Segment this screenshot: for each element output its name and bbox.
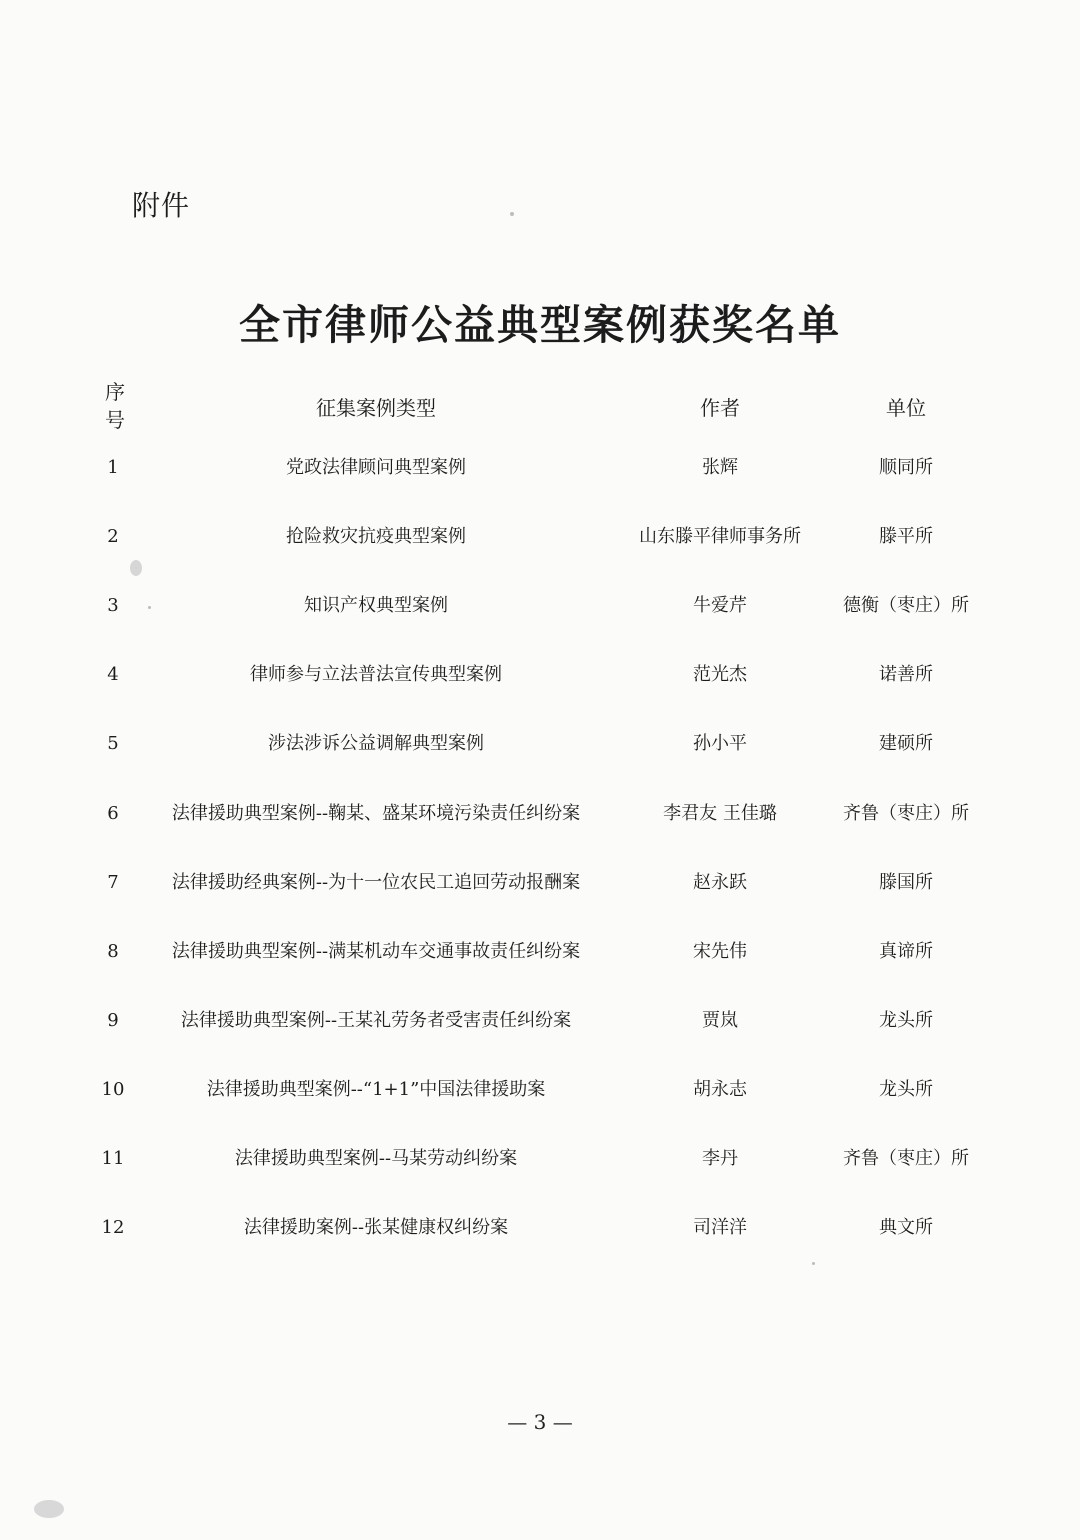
table-row xyxy=(0,932,1080,972)
row-author: 孙小平 xyxy=(693,733,747,754)
row-case-type: 知识产权典型案例 xyxy=(304,595,448,616)
row-author: 胡永志 xyxy=(693,1079,747,1100)
row-number: 11 xyxy=(101,1148,125,1169)
row-unit: 诺善所 xyxy=(879,664,933,685)
row-case-type: 抢险救灾抗疫典型案例 xyxy=(286,526,466,547)
row-unit: 齐鲁（枣庄）所 xyxy=(843,1148,969,1169)
row-number: 6 xyxy=(107,803,119,824)
row-case-type: 法律援助典型案例--鞠某、盛某环境污染责任纠纷案 xyxy=(171,803,581,824)
row-unit: 龙头所 xyxy=(879,1079,933,1100)
row-unit: 滕平所 xyxy=(879,526,933,547)
row-case-type: 党政法律顾问典型案例 xyxy=(286,457,466,478)
row-case-type: 法律援助经典案例--为十一位农民工追回劳动报酬案 xyxy=(171,872,581,893)
row-case-type: 法律援助典型案例--满某机动车交通事故责任纠纷案 xyxy=(171,941,581,962)
table-row xyxy=(0,1208,1080,1248)
attachment-label: 附件 xyxy=(132,189,191,222)
row-author: 张辉 xyxy=(702,457,738,478)
header-number-line2: 号 xyxy=(105,408,125,432)
header-case-type: 征集案例类型 xyxy=(316,396,436,420)
row-author: 牛爱芹 xyxy=(693,595,747,616)
row-author: 赵永跃 xyxy=(693,872,747,893)
row-unit: 真谛所 xyxy=(879,941,933,962)
row-number: 3 xyxy=(107,595,119,616)
row-case-type: 涉法涉诉公益调解典型案例 xyxy=(268,733,484,754)
table-row xyxy=(0,794,1080,834)
row-number: 4 xyxy=(107,664,119,685)
row-number: 2 xyxy=(107,526,119,547)
table-row xyxy=(0,448,1080,488)
row-number: 10 xyxy=(101,1079,125,1100)
table-row xyxy=(0,1139,1080,1179)
row-number: 5 xyxy=(107,733,119,754)
table-row xyxy=(0,1070,1080,1110)
header-author: 作者 xyxy=(700,396,740,420)
page-title: 全市律师公益典型案例获奖名单 xyxy=(239,301,841,349)
row-case-type: 法律援助案例--张某健康权纠纷案 xyxy=(243,1217,509,1238)
table-row xyxy=(0,586,1080,626)
row-author: 山东滕平律师事务所 xyxy=(639,526,801,547)
header-number xyxy=(95,378,135,434)
table-row xyxy=(0,655,1080,695)
row-author: 贾岚 xyxy=(702,1010,738,1031)
scan-speck xyxy=(130,560,142,576)
scan-speck xyxy=(812,1262,815,1265)
scan-speck xyxy=(510,212,514,216)
row-author: 司洋洋 xyxy=(693,1217,747,1238)
table-row xyxy=(0,517,1080,557)
page-number: — 3 — xyxy=(507,1410,573,1434)
header-unit: 单位 xyxy=(886,396,926,420)
row-unit: 龙头所 xyxy=(879,1010,933,1031)
row-unit: 典文所 xyxy=(879,1217,933,1238)
row-author: 李丹 xyxy=(702,1148,738,1169)
row-author: 范光杰 xyxy=(693,664,747,685)
table-row xyxy=(0,863,1080,903)
table-row xyxy=(0,724,1080,764)
row-number: 8 xyxy=(107,941,119,962)
row-unit: 滕国所 xyxy=(879,872,933,893)
row-author: 李君友 王佳璐 xyxy=(663,803,777,824)
row-case-type: 法律援助典型案例--“1+1”中国法律援助案 xyxy=(206,1079,546,1100)
row-case-type: 法律援助典型案例--王某礼劳务者受害责任纠纷案 xyxy=(180,1010,572,1031)
row-number: 9 xyxy=(107,1010,119,1031)
row-unit: 德衡（枣庄）所 xyxy=(843,595,969,616)
row-unit: 齐鲁（枣庄）所 xyxy=(843,803,969,824)
table-row xyxy=(0,1001,1080,1041)
row-case-type: 法律援助典型案例--马某劳动纠纷案 xyxy=(234,1148,518,1169)
row-author: 宋先伟 xyxy=(693,941,747,962)
row-number: 7 xyxy=(107,872,119,893)
row-unit: 顺同所 xyxy=(879,457,933,478)
row-number: 12 xyxy=(101,1217,125,1238)
row-number: 1 xyxy=(107,457,119,478)
scan-speck xyxy=(34,1500,64,1518)
row-unit: 建硕所 xyxy=(879,733,933,754)
row-case-type: 律师参与立法普法宣传典型案例 xyxy=(250,664,502,685)
header-number-line1: 序 xyxy=(105,380,125,404)
